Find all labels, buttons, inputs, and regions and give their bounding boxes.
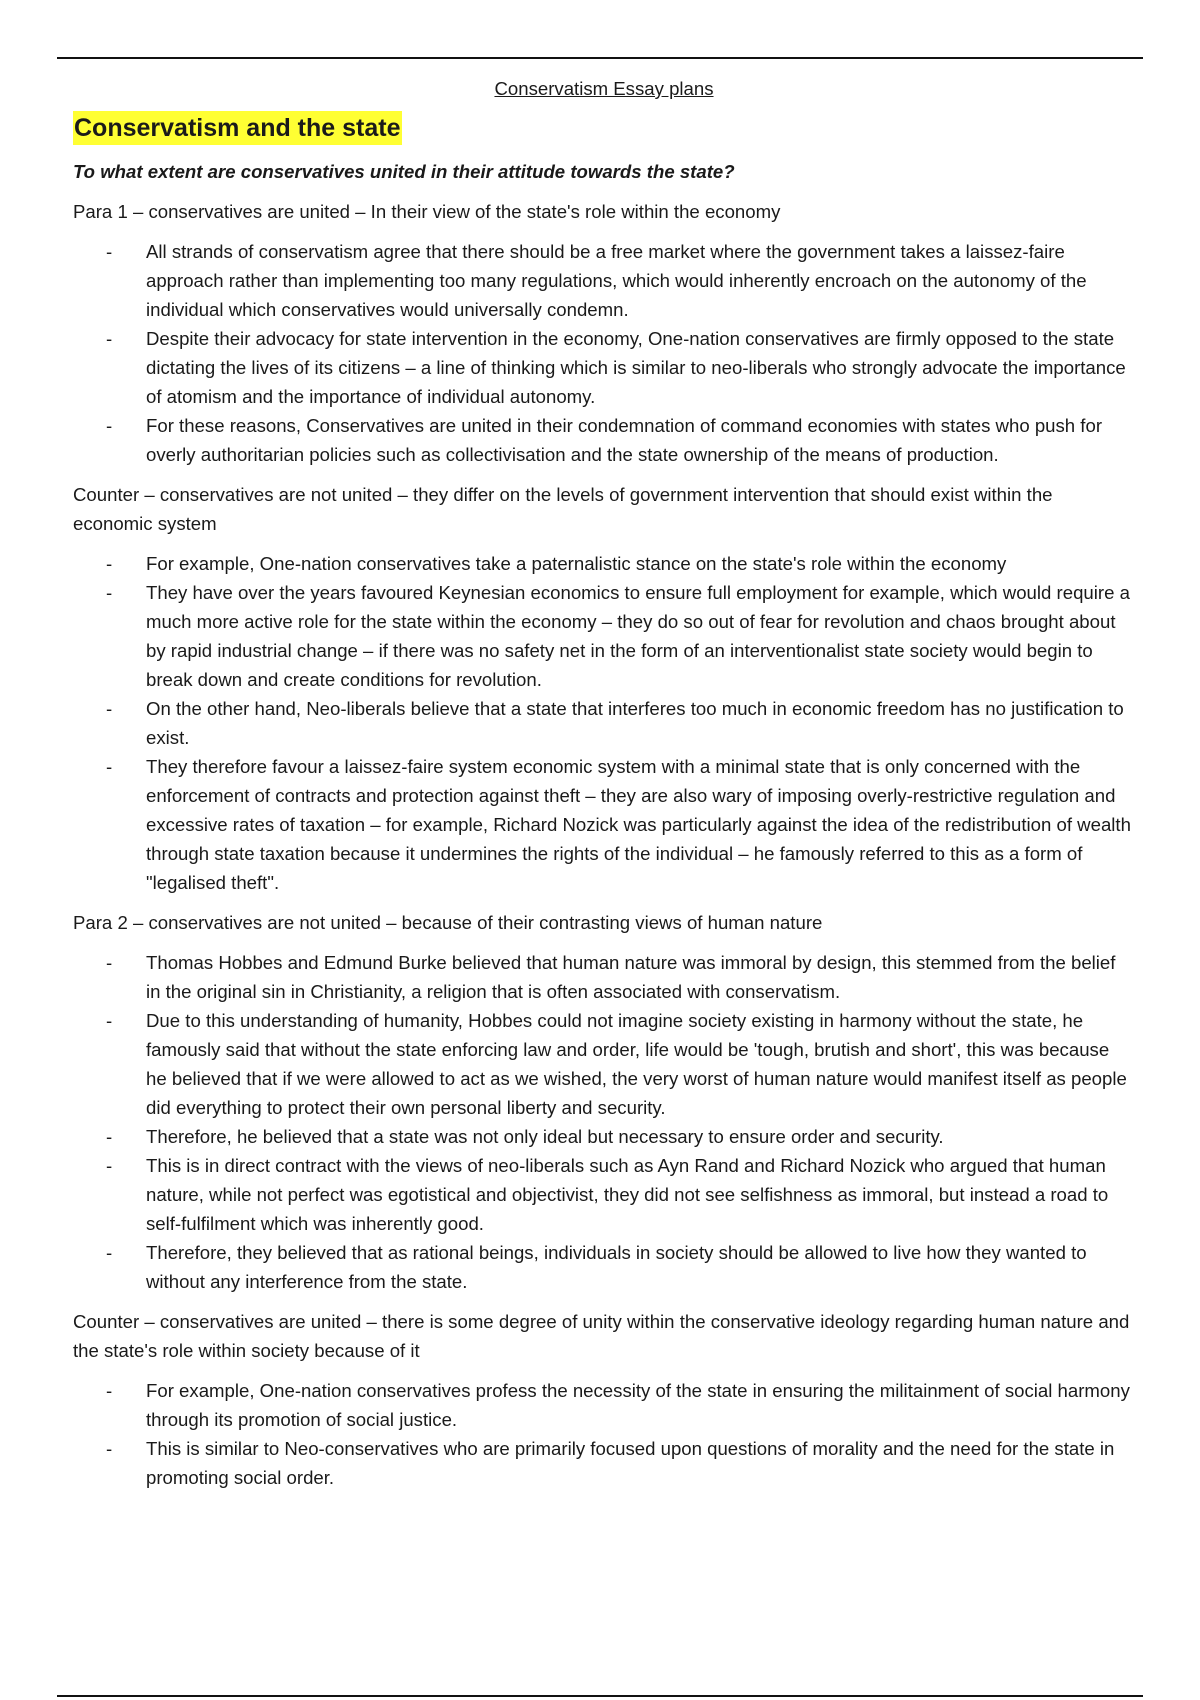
dash-bullet-icon: - (106, 698, 113, 719)
dash-bullet-icon: - (106, 1380, 113, 1401)
document-title: Conservatism Essay plans (494, 78, 714, 99)
para-2-points (73, 948, 1135, 1296)
page-content (73, 70, 1135, 1503)
dash-bullet-icon: - (106, 553, 113, 574)
bullet-text: All strands of conservatism agree that there should be a free market where the government takes a laissez-faire approach rather than implementing too many regulations, which would inherently encroach on the autonomy of the individual which conservatives would universally condemn. (146, 241, 1087, 320)
bullet-text: Despite their advocacy for state intervention in the economy, One-nation conservatives are firmly opposed to the state dictating the lives of its citizens – a line of thinking which is similar to neo-liberals who strongly advocate the importance of atomism and the importance of individual autonomy. (146, 328, 1126, 407)
section-heading: Conservatism and the state (73, 111, 402, 145)
dash-bullet-icon: - (106, 1126, 113, 1147)
essay-question: To what extent are conservatives united in their attitude towards the state? (73, 161, 735, 182)
dash-bullet-icon: - (106, 582, 113, 603)
para-1-points (73, 237, 1135, 469)
section-heading-wrap (73, 111, 1135, 153)
bullet-point (73, 1434, 1135, 1492)
bullet-text: They therefore favour a laissez-faire system economic system with a minimal state that is only concerned with the enforcement of contracts and protection against theft – they are also wary of imposing overly-restrictive regulation and excessive rates of taxation – for example, Richard Nozick was particularly against the idea of the redistribution of wealth through state taxation because it undermines the rights of the individual – he famously referred to this as a form of "legalised theft". (146, 756, 1131, 893)
bullet-point (73, 324, 1135, 411)
counter-2-heading: Counter – conservatives are united – there is some degree of unity within the conservative ideology regarding human nature and the state's role within society because of it (73, 1311, 1130, 1361)
bullet-point (73, 237, 1135, 324)
bullet-text: On the other hand, Neo-liberals believe that a state that interferes too much in economic freedom has no justification to exist. (146, 698, 1124, 748)
bullet-text: This is in direct contract with the views of neo-liberals such as Ayn Rand and Richard Nozick who argued that human nature, while not perfect was egotistical and objectivist, they did not see selfishness as immoral, but instead a road to self-fulfilment which was inherently good. (146, 1155, 1109, 1234)
para-1-heading: Para 1 – conservatives are united – In their view of the state's role within the economy (73, 201, 781, 222)
bullet-text: For these reasons, Conservatives are united in their condemnation of command economies with states who push for overly authoritarian policies such as collectivisation and the state ownership of the means of production. (146, 415, 1103, 465)
dash-bullet-icon: - (106, 241, 113, 262)
bullet-text: Thomas Hobbes and Edmund Burke believed that human nature was immoral by design, this stemmed from the belief in the original sin in Christianity, a religion that is often associated with conservatism. (146, 952, 1116, 1002)
bullet-point (73, 1376, 1135, 1434)
bottom-rule (57, 1695, 1143, 1697)
bullet-text: For example, One-nation conservatives take a paternalistic stance on the state's role within the economy (146, 553, 1007, 574)
dash-bullet-icon: - (106, 1010, 113, 1031)
para-2-heading: Para 2 – conservatives are not united – because of their contrasting views of human nature (73, 912, 823, 933)
bullet-point (73, 1238, 1135, 1296)
bullet-point (73, 578, 1135, 694)
counter-2-points (73, 1376, 1135, 1492)
dash-bullet-icon: - (106, 756, 113, 777)
bullet-point (73, 1151, 1135, 1238)
bullet-point (73, 694, 1135, 752)
dash-bullet-icon: - (106, 415, 113, 436)
dash-bullet-icon: - (106, 1155, 113, 1176)
top-rule (57, 57, 1143, 59)
dash-bullet-icon: - (106, 952, 113, 973)
dash-bullet-icon: - (106, 1438, 113, 1459)
counter-1-heading: Counter – conservatives are not united – they differ on the levels of government intervention that should exist within the economic system (73, 484, 1053, 534)
bullet-point (73, 752, 1135, 897)
bullet-text: For example, One-nation conservatives profess the necessity of the state in ensuring the militainment of social harmony through its promotion of social justice. (146, 1380, 1130, 1430)
dash-bullet-icon: - (106, 328, 113, 349)
bullet-point (73, 549, 1135, 578)
bullet-text: Due to this understanding of humanity, Hobbes could not imagine society existing in harmony without the state, he famously said that without the state enforcing law and order, life would be 'tough, brutish and short', this was because he believed that if we were allowed to act as we wished, the very worst of human nature would manifest itself as people did everything to protect their own personal liberty and security. (146, 1010, 1127, 1118)
bullet-point (73, 948, 1135, 1006)
bullet-text: Therefore, they believed that as rational beings, individuals in society should be allowed to live how they wanted to without any interference from the state. (146, 1242, 1087, 1292)
bullet-point (73, 1122, 1135, 1151)
counter-1-points (73, 549, 1135, 897)
bullet-text: This is similar to Neo-conservatives who are primarily focused upon questions of morality and the need for the state in promoting social order. (146, 1438, 1115, 1488)
bullet-point (73, 411, 1135, 469)
bullet-text: Therefore, he believed that a state was not only ideal but necessary to ensure order and security. (146, 1126, 944, 1147)
dash-bullet-icon: - (106, 1242, 113, 1263)
bullet-point (73, 1006, 1135, 1122)
bullet-text: They have over the years favoured Keynesian economics to ensure full employment for example, which would require a much more active role for the state within the economy – they do so out of fear for revolution and chaos brought about by rapid industrial change – if there was no safety net in the form of an interventionalist state society would begin to break down and create conditions for revolution. (146, 582, 1130, 690)
